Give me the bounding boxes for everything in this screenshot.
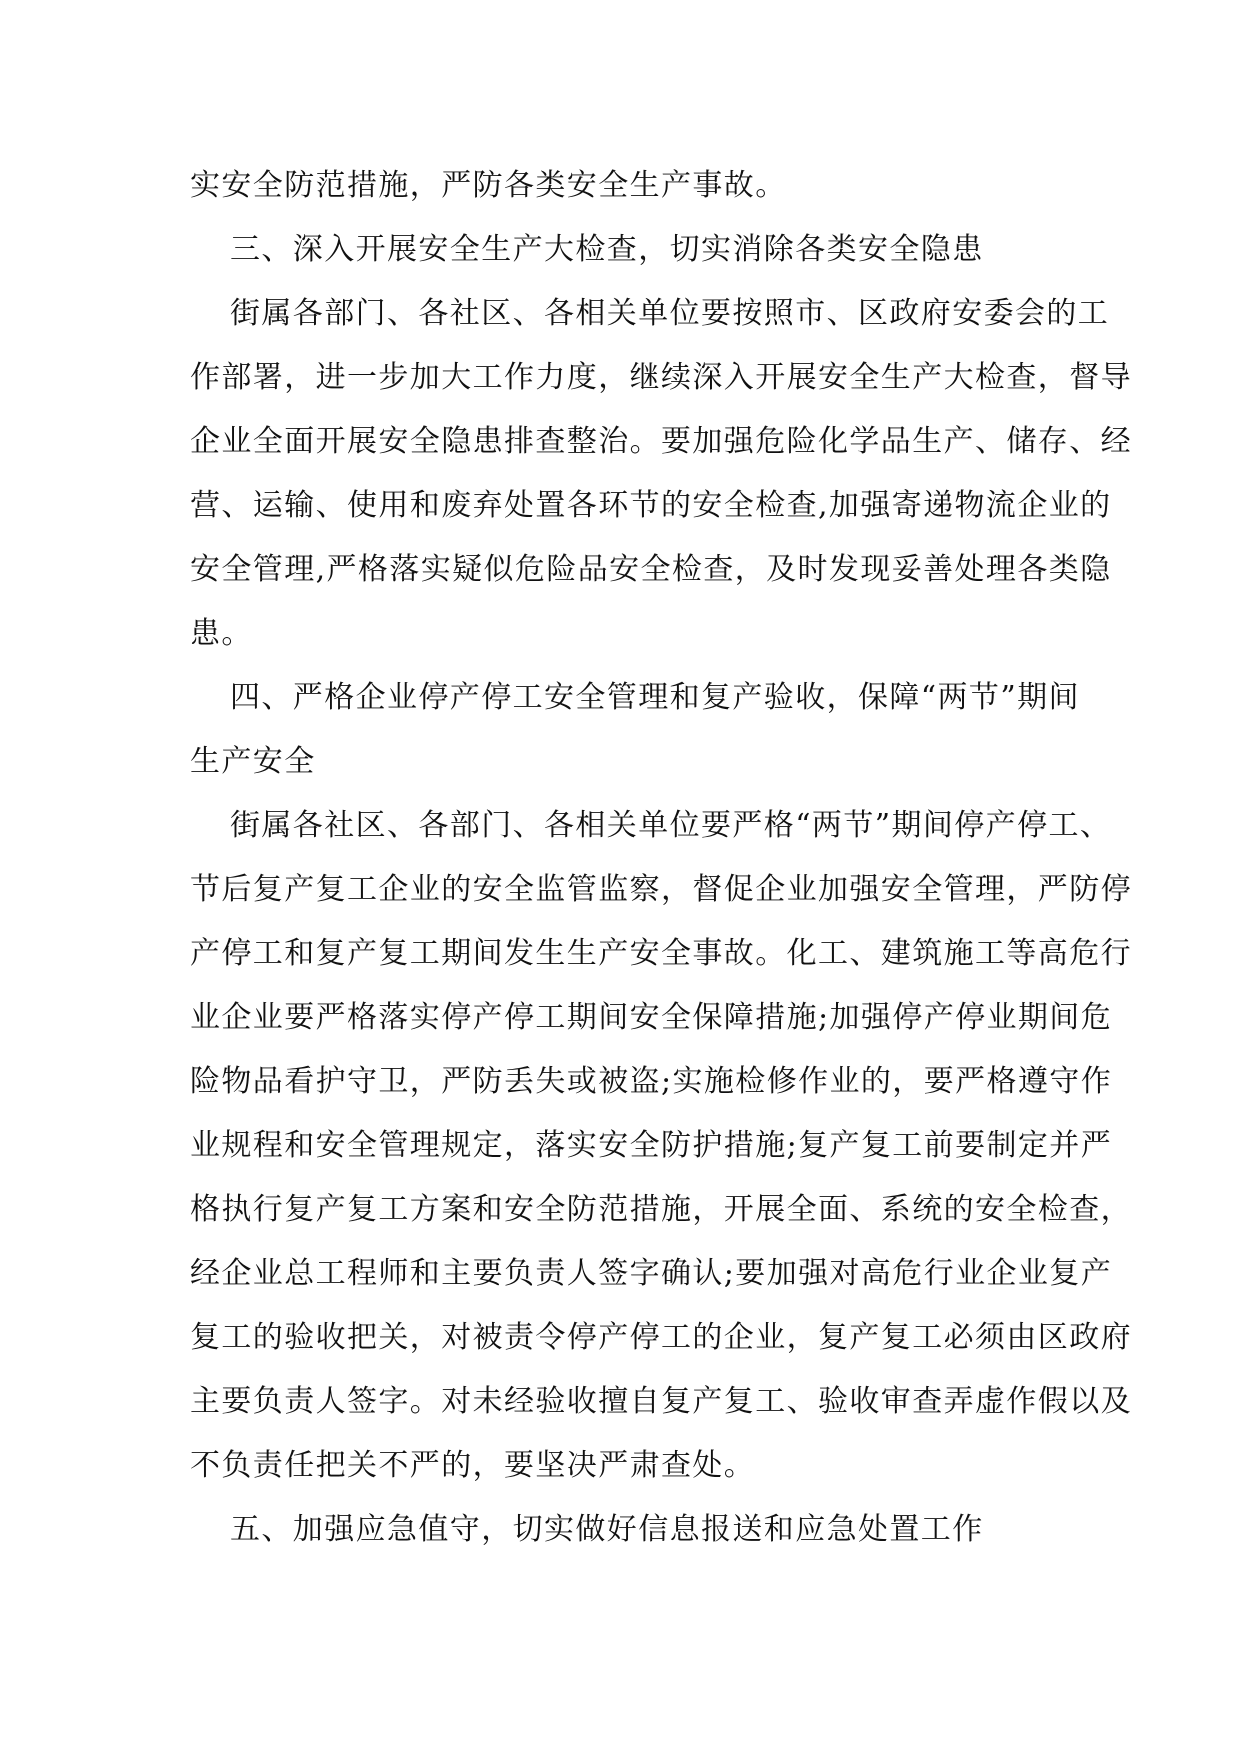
text-line: 企业全面开展安全隐患排查整治。要加强危险化学品生产、储存、经 <box>190 424 1132 459</box>
text-line: 业企业要严格落实停产停工期间安全保障措施;加强停产停业期间危 <box>190 1000 1113 1035</box>
text-line: 患。 <box>190 616 253 651</box>
section-heading-5: 五、加强应急值守，切实做好信息报送和应急处置工作 <box>230 1512 984 1547</box>
text-line: 格执行复产复工方案和安全防范措施，开展全面、系统的安全检查， <box>190 1192 1132 1227</box>
section-heading-3: 三、深入开展安全生产大检查，切实消除各类安全隐患 <box>230 232 984 267</box>
text-line: 业规程和安全管理规定，落实安全防护措施;复产复工前要制定并严 <box>190 1128 1113 1163</box>
text-line: 险物品看护守卫，严防丢失或被盗;实施检修作业的，要严格遵守作 <box>190 1064 1113 1099</box>
text-line: 营、运输、使用和废弃处置各环节的安全检查,加强寄递物流企业的 <box>190 488 1112 523</box>
text-line: 复工的验收把关，对被责令停产停工的企业，复产复工必须由区政府 <box>190 1320 1132 1355</box>
section-heading-4: 四、严格企业停产停工安全管理和复产验收，保障“两节”期间 <box>230 680 1080 715</box>
text-line: 街属各部门、各社区、各相关单位要按照市、区政府安委会的工 <box>230 296 1110 331</box>
text-line: 节后复产复工企业的安全监管监察，督促企业加强安全管理，严防停 <box>190 872 1132 907</box>
text-line: 街属各社区、各部门、各相关单位要严格“两节”期间停产停工、 <box>230 808 1112 843</box>
text-line: 安全管理,严格落实疑似危险品安全检查，及时发现妥善处理各类隐 <box>190 552 1112 587</box>
text-line: 主要负责人签字。对未经验收擅自复产复工、验收审查弄虚作假以及 <box>190 1384 1132 1419</box>
text-line: 产停工和复产复工期间发生生产安全事故。化工、建筑施工等高危行 <box>190 936 1132 971</box>
text-line: 作部署，进一步加大工作力度，继续深入开展安全生产大检查，督导 <box>190 360 1132 395</box>
text-line: 经企业总工程师和主要负责人签字确认;要加强对高危行业企业复产 <box>190 1256 1113 1291</box>
document-body <box>190 154 1132 1562</box>
section-heading-4-continued: 生产安全 <box>190 744 316 779</box>
text-line: 实安全防范措施，严防各类安全生产事故。 <box>190 168 787 203</box>
text-line: 不负责任把关不严的，要坚决严肃查处。 <box>190 1448 756 1483</box>
